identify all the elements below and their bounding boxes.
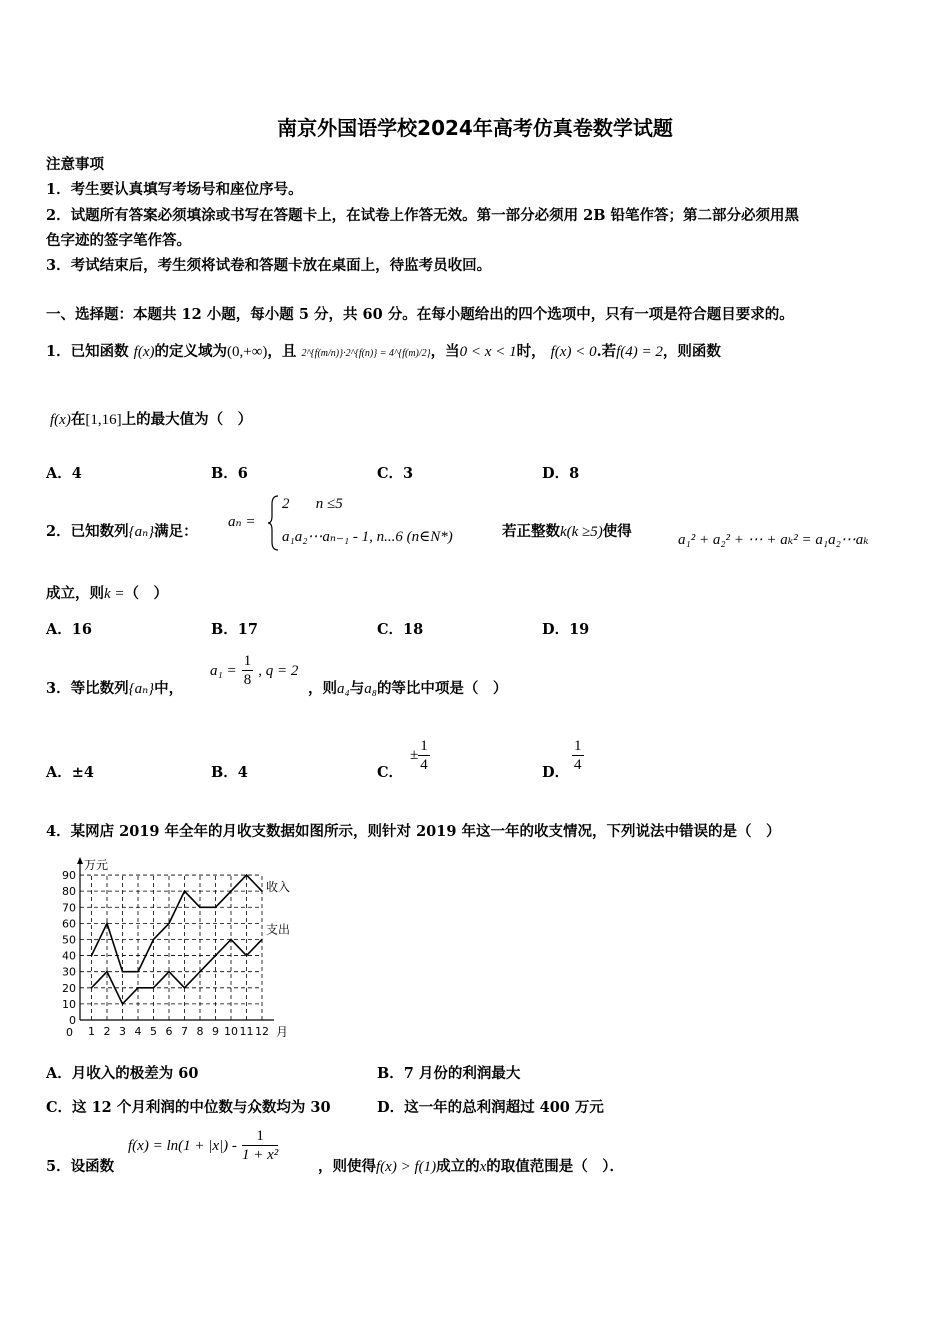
option-b: B．17 bbox=[211, 621, 258, 638]
brace-icon bbox=[266, 494, 280, 552]
option-d: D．19 bbox=[542, 621, 590, 638]
option-d-value: $\frac{1}{4}$ bbox=[574, 738, 582, 773]
y-tick-label: 20 bbox=[62, 981, 76, 995]
data-point bbox=[215, 955, 217, 957]
x-tick-label: 10 bbox=[224, 1025, 238, 1038]
option-a: A．16 bbox=[46, 621, 92, 638]
data-point bbox=[199, 906, 201, 908]
option-a: A．月收入的极差为 60 bbox=[46, 1065, 199, 1082]
data-point bbox=[246, 874, 248, 876]
case-1: 2 n ≤5 bbox=[282, 496, 343, 512]
x-tick-label: 6 bbox=[165, 1025, 173, 1038]
case-2: a₁a₂⋯aₙ₋₁ - 1, n...6 (n∈N*) bbox=[282, 529, 453, 545]
option-b: B．6 bbox=[211, 465, 248, 482]
question-2-cont: 若正整数k(k ≥5)使得 bbox=[502, 523, 632, 540]
question-5: 5．设函数 bbox=[46, 1158, 115, 1175]
data-point bbox=[246, 955, 248, 957]
question-2: 2．已知数列{aₙ}满足： bbox=[46, 523, 198, 540]
option-c: C．18 bbox=[377, 621, 424, 638]
chart-axes bbox=[77, 857, 274, 1020]
question-3-cont: ，则a₄与a₈的等比中项是（ ） bbox=[308, 680, 508, 697]
data-point bbox=[122, 1003, 124, 1005]
y-tick-label: 40 bbox=[62, 949, 76, 963]
y-tick-label: 50 bbox=[62, 933, 76, 947]
notice-item: 2．试题所有答案必须填涂或书写在答题卡上，在试卷上作答无效。第一部分必须用 2B 铅笔作答；第二部分必须用黑 bbox=[46, 207, 800, 224]
data-point bbox=[215, 906, 217, 908]
piecewise-lhs: aₙ = bbox=[228, 514, 256, 530]
data-point bbox=[106, 971, 108, 973]
function-definition: f(x) = ln(1 + |x|) - $\frac{1}{\text{1 + x²}}$ bbox=[128, 1128, 279, 1163]
data-point bbox=[199, 971, 201, 973]
option-b: B．4 bbox=[211, 764, 248, 781]
data-point bbox=[184, 890, 186, 892]
y-axis-arrow-icon bbox=[77, 857, 83, 864]
data-point bbox=[184, 987, 186, 989]
income-expense-chart bbox=[40, 855, 290, 1040]
x-tick-label: 1 bbox=[88, 1025, 95, 1038]
x-axis-label: 月 bbox=[276, 1025, 289, 1039]
y-tick-label: 90 bbox=[62, 869, 76, 883]
option-c-value: ± $\frac{1}{4}$ bbox=[410, 738, 428, 773]
option-a: A．±4 bbox=[46, 764, 94, 781]
x-tick-label: 7 bbox=[181, 1025, 188, 1038]
question-5-cont: ，则使得f(x) > f(1)成立的x的取值范围是（ ）． bbox=[318, 1158, 625, 1175]
question-4: 4．某网店 2019 年全年的月收支数据如图所示，则针对 2019 年这一年的收支情况，下列说法中错误的是（ ） bbox=[46, 823, 781, 840]
y-tick-label: 70 bbox=[62, 901, 76, 915]
data-point bbox=[230, 939, 232, 941]
option-b: B．7 月份的利润最大 bbox=[377, 1065, 521, 1082]
data-point bbox=[261, 890, 263, 892]
x-tick-label: 2 bbox=[103, 1025, 111, 1038]
option-a: A．4 bbox=[46, 465, 82, 482]
y-tick-label: 0 bbox=[69, 1014, 76, 1027]
y-tick-label: 80 bbox=[62, 885, 76, 899]
data-point bbox=[122, 971, 124, 973]
data-point bbox=[137, 971, 139, 973]
option-d: D． bbox=[542, 764, 570, 781]
x-tick-label: 11 bbox=[239, 1025, 254, 1038]
legend-label: 收入 bbox=[266, 880, 290, 895]
data-point bbox=[153, 939, 155, 941]
a1-expression: a₁ = $\frac{1}{8}$ , q = 2 bbox=[210, 653, 299, 688]
chart-grid bbox=[80, 875, 262, 1020]
legend-label: 支出 bbox=[266, 922, 290, 937]
page-title: 南京外国语学校2024年高考仿真卷数学试题 bbox=[277, 116, 673, 140]
data-point bbox=[153, 987, 155, 989]
x-tick-label: 4 bbox=[134, 1025, 142, 1038]
data-point bbox=[168, 923, 170, 925]
x-tick-label: 3 bbox=[119, 1025, 126, 1038]
question-2-line2: 成立，则k =（ ） bbox=[46, 585, 169, 602]
data-point bbox=[91, 955, 93, 957]
y-tick-label: 30 bbox=[62, 965, 76, 979]
data-point bbox=[137, 987, 139, 989]
y-tick-label: 10 bbox=[62, 997, 76, 1011]
x-tick-label: 5 bbox=[150, 1025, 157, 1038]
origin-label: 0 bbox=[66, 1026, 73, 1039]
option-c: C． bbox=[377, 764, 404, 781]
notice-heading: 注意事项 bbox=[46, 156, 104, 173]
notice-item: 1．考生要认真填写考场号和座位序号。 bbox=[46, 181, 303, 198]
option-c: C．3 bbox=[377, 465, 414, 482]
notice-item: 3．考试结束后，考生须将试卷和答题卡放在桌面上，待监考员收回。 bbox=[46, 257, 492, 274]
question-1: 1．已知函数 f(x)的定义域为(0,+∞)，且 2^{f(m/n)}·2^{f(n)} = 4^{f(m)/2}，当0 < x < 1时， f(x) < 0.若f(4) = 2，则函数 bbox=[46, 343, 721, 360]
option-d: D．8 bbox=[542, 465, 580, 482]
data-point bbox=[91, 987, 93, 989]
question-1-line2: f(x)在[1,16]上的最大值为（ ） bbox=[50, 411, 253, 428]
notice-item: 色字迹的签字笔作答。 bbox=[46, 232, 191, 249]
data-point bbox=[261, 939, 263, 941]
data-point bbox=[168, 971, 170, 973]
y-tick-label: 60 bbox=[62, 917, 76, 931]
x-tick-label: 12 bbox=[255, 1025, 269, 1038]
data-point bbox=[106, 923, 108, 925]
option-c: C．这 12 个月利润的中位数与众数均为 30 bbox=[46, 1099, 331, 1116]
x-tick-label: 9 bbox=[212, 1025, 219, 1038]
section-heading: 一、选择题：本题共 12 小题，每小题 5 分，共 60 分。在每小题给出的四个选项中，只有一项是符合题目要求的。 bbox=[46, 306, 794, 323]
x-tick-label: 8 bbox=[196, 1025, 204, 1038]
data-point bbox=[230, 890, 232, 892]
question-3: 3．等比数列{aₙ}中， bbox=[46, 680, 184, 697]
option-d: D．这一年的总利润超过 400 万元 bbox=[377, 1099, 604, 1116]
y-axis-label: 万元 bbox=[84, 858, 109, 872]
sum-equation: a₁² + a₂² + ⋯ + aₖ² = a₁a₂⋯aₖ bbox=[678, 532, 869, 548]
